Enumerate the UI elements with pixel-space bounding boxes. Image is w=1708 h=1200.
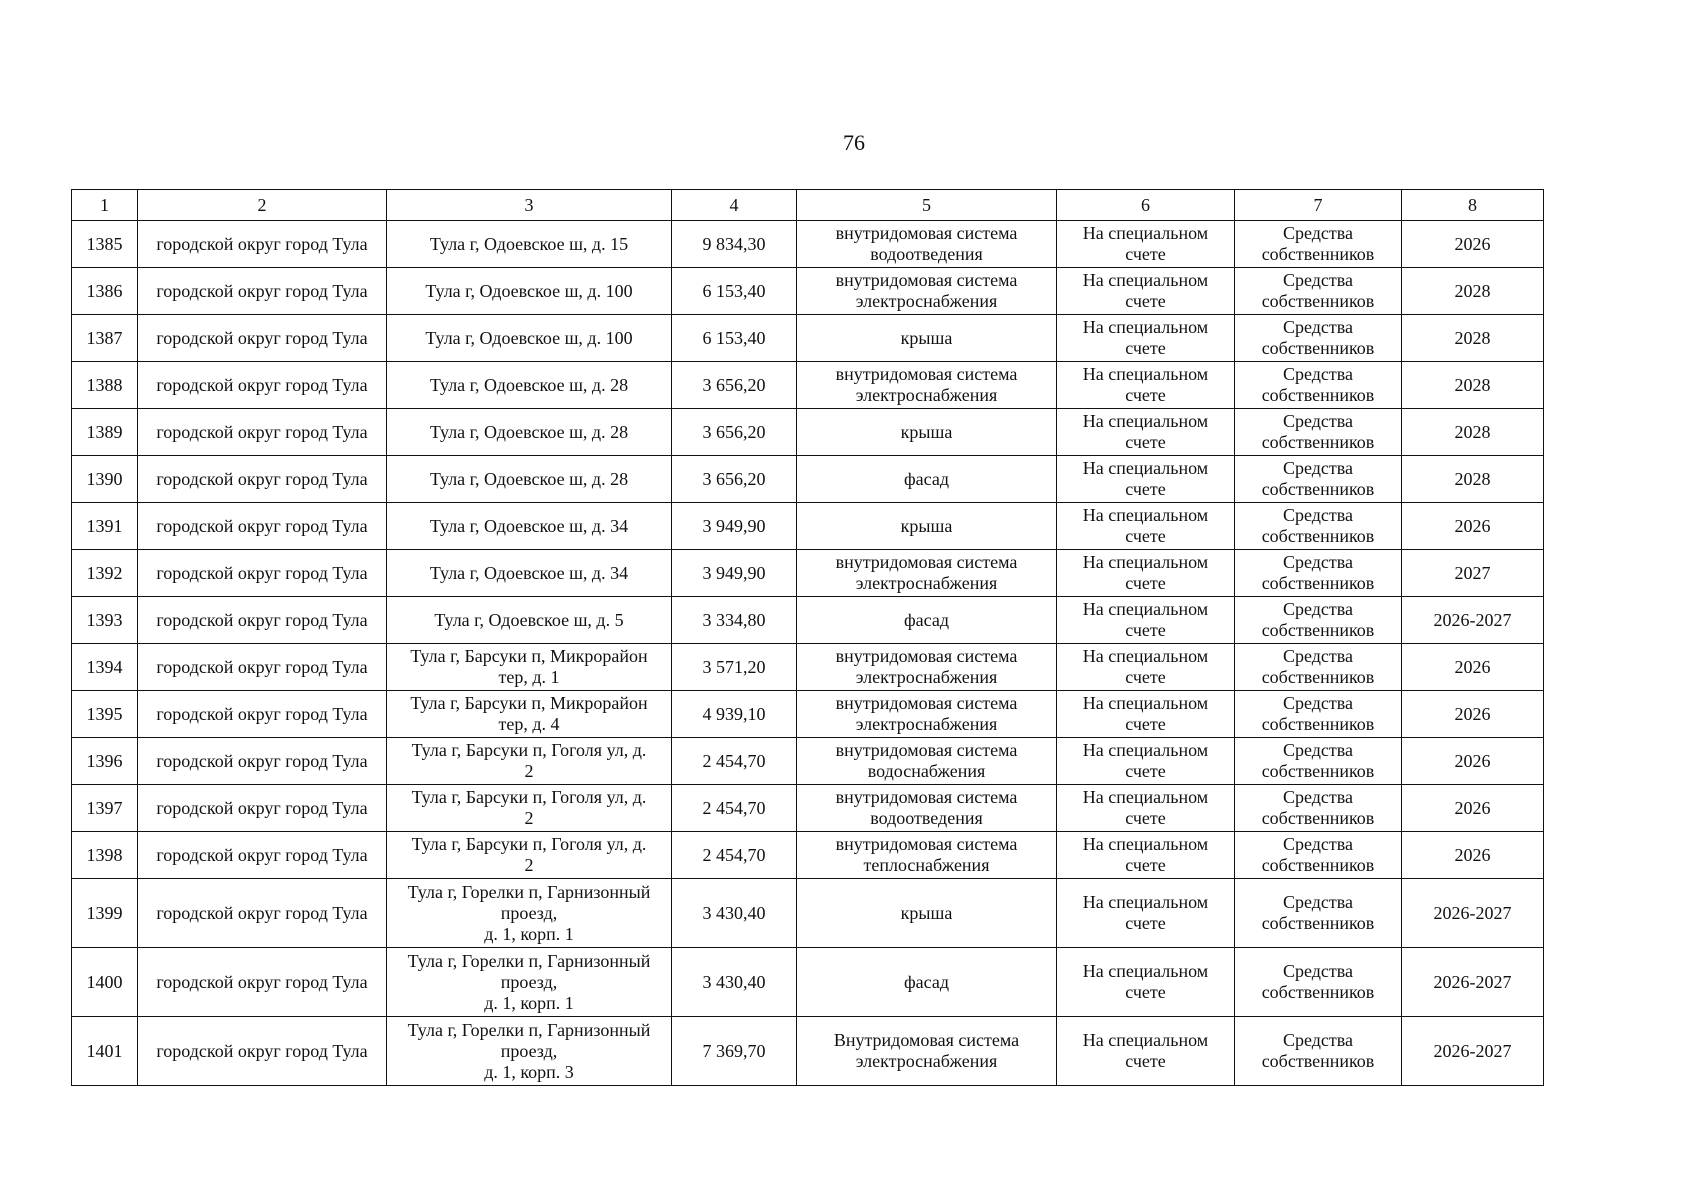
table-row: [72, 503, 1544, 550]
cell-funding-source: [1235, 1017, 1402, 1086]
cell-work-type-line: электроснабжения: [855, 291, 998, 311]
cell-address-line: Тула г, Одоевское ш, д. 5: [434, 609, 624, 630]
cell-account-line: На специальном: [1082, 787, 1209, 807]
cell-funding-source-line: Средства: [1282, 505, 1354, 525]
cell-account-line: На специальном: [1082, 505, 1209, 525]
cell-area: 3 430,40: [672, 879, 797, 948]
column-header: 3: [387, 190, 672, 221]
cell-work-type-line: внутридомовая система: [835, 787, 1018, 807]
cell-work-type-line: внутридомовая система: [835, 552, 1018, 572]
cell-work-type-line: фасад: [903, 971, 949, 992]
page-number: 76: [843, 130, 865, 155]
cell-address: [387, 738, 672, 785]
cell-account: [1057, 597, 1235, 644]
table-body: [72, 221, 1544, 1086]
cell-work-type: [797, 456, 1057, 503]
cell-address: [387, 550, 672, 597]
cell-area: 3 949,90: [672, 550, 797, 597]
cell-area: 9 834,30: [672, 221, 797, 268]
cell-years: 2028: [1402, 456, 1544, 503]
cell-work-type: [797, 268, 1057, 315]
cell-address-line: 2: [524, 808, 534, 828]
table-row: [72, 362, 1544, 409]
cell-address-line: 2: [524, 761, 534, 781]
cell-years: 2026-2027: [1402, 948, 1544, 1017]
cell-funding-source: [1235, 221, 1402, 268]
cell-account-line: счете: [1125, 338, 1166, 358]
cell-funding-source-line: Средства: [1282, 787, 1354, 807]
cell-address-line: Тула г, Барсуки п, Гоголя ул, д.: [411, 834, 647, 854]
cell-account: [1057, 362, 1235, 409]
cell-funding-source-line: собственников: [1261, 761, 1375, 781]
cell-work-type: [797, 409, 1057, 456]
cell-account: [1057, 691, 1235, 738]
cell-account-line: счете: [1125, 714, 1166, 734]
column-header: 5: [797, 190, 1057, 221]
cell-work-type-line: фасад: [903, 609, 949, 630]
cell-funding-source: [1235, 550, 1402, 597]
cell-funding-source-line: Средства: [1282, 223, 1354, 243]
cell-area: 3 571,20: [672, 644, 797, 691]
cell-area: 6 153,40: [672, 268, 797, 315]
cell-number: 1394: [72, 644, 138, 691]
cell-address-line: Тула г, Одоевское ш, д. 34: [429, 515, 629, 536]
cell-account-line: На специальном: [1082, 317, 1209, 337]
cell-account-line: счете: [1125, 1051, 1166, 1071]
cell-work-type-line: водоотведения: [870, 244, 983, 264]
cell-number: 1399: [72, 879, 138, 948]
cell-years: 2028: [1402, 268, 1544, 315]
cell-years: 2026: [1402, 503, 1544, 550]
cell-address: [387, 948, 672, 1017]
cell-area: 6 153,40: [672, 315, 797, 362]
cell-address-line: проезд,: [500, 1040, 558, 1061]
cell-work-type-line: крыша: [900, 421, 953, 442]
cell-area: 3 656,20: [672, 409, 797, 456]
table-row: [72, 738, 1544, 785]
cell-account-line: На специальном: [1082, 270, 1209, 290]
table-row: [72, 1017, 1544, 1086]
cell-funding-source-line: собственников: [1261, 714, 1375, 734]
table-row: [72, 644, 1544, 691]
cell-address-line: Тула г, Одоевское ш, д. 15: [429, 233, 629, 254]
cell-area: 2 454,70: [672, 785, 797, 832]
cell-years: 2028: [1402, 362, 1544, 409]
cell-funding-source-line: собственников: [1261, 432, 1375, 452]
cell-municipality: городской округ город Тула: [138, 456, 387, 503]
cell-funding-source-line: Средства: [1282, 740, 1354, 760]
cell-address: [387, 785, 672, 832]
cell-account-line: На специальном: [1082, 458, 1209, 478]
cell-address-line: 2: [524, 855, 534, 875]
cell-address-line: Тула г, Одоевское ш, д. 28: [429, 468, 629, 489]
cell-account: [1057, 879, 1235, 948]
cell-address-line: д. 1, корп. 3: [484, 1061, 574, 1082]
cell-work-type-line: внутридомовая система: [835, 223, 1018, 243]
cell-address-line: Тула г, Одоевское ш, д. 100: [425, 280, 633, 301]
cell-address: [387, 362, 672, 409]
cell-account: [1057, 644, 1235, 691]
cell-number: 1398: [72, 832, 138, 879]
cell-municipality: городской округ город Тула: [138, 738, 387, 785]
cell-work-type-line: внутридомовая система: [835, 740, 1018, 760]
cell-funding-source: [1235, 691, 1402, 738]
cell-funding-source: [1235, 315, 1402, 362]
cell-address-line: Тула г, Барсуки п, Гоголя ул, д.: [411, 787, 647, 807]
cell-number: 1396: [72, 738, 138, 785]
cell-years: 2026: [1402, 644, 1544, 691]
cell-account-line: На специальном: [1082, 693, 1209, 713]
cell-funding-source-line: собственников: [1261, 526, 1375, 546]
cell-municipality: городской округ город Тула: [138, 362, 387, 409]
cell-account-line: счете: [1125, 526, 1166, 546]
cell-address: [387, 221, 672, 268]
cell-funding-source-line: Средства: [1282, 317, 1354, 337]
table-row: [72, 221, 1544, 268]
cell-funding-source-line: Средства: [1282, 892, 1354, 912]
cell-work-type-line: Внутридомовая система: [833, 1030, 1020, 1050]
table-row: [72, 315, 1544, 362]
cell-work-type-line: электроснабжения: [855, 573, 998, 593]
cell-account: [1057, 221, 1235, 268]
cell-address-line: Тула г, Горелки п, Гарнизонный: [407, 881, 651, 902]
cell-area: 3 949,90: [672, 503, 797, 550]
cell-number: 1387: [72, 315, 138, 362]
table-row: [72, 456, 1544, 503]
cell-account-line: На специальном: [1082, 1030, 1209, 1050]
cell-account-line: счете: [1125, 667, 1166, 687]
cell-years: 2026: [1402, 832, 1544, 879]
cell-municipality: городской округ город Тула: [138, 832, 387, 879]
cell-account-line: На специальном: [1082, 961, 1209, 981]
cell-area: 3 656,20: [672, 456, 797, 503]
cell-address: [387, 597, 672, 644]
cell-funding-source-line: собственников: [1261, 667, 1375, 687]
cell-funding-source-line: Средства: [1282, 961, 1354, 981]
cell-years: 2026: [1402, 221, 1544, 268]
cell-number: 1388: [72, 362, 138, 409]
table-row: [72, 879, 1544, 948]
cell-account-line: На специальном: [1082, 223, 1209, 243]
cell-municipality: городской округ город Тула: [138, 597, 387, 644]
cell-area: 7 369,70: [672, 1017, 797, 1086]
cell-address-line: тер, д. 1: [498, 667, 560, 687]
cell-address-line: тер, д. 4: [498, 714, 560, 734]
cell-account: [1057, 948, 1235, 1017]
cell-address: [387, 503, 672, 550]
cell-funding-source-line: собственников: [1261, 244, 1375, 264]
cell-work-type-line: внутридомовая система: [835, 270, 1018, 290]
cell-municipality: городской округ город Тула: [138, 315, 387, 362]
cell-funding-source-line: собственников: [1261, 808, 1375, 828]
cell-address-line: Тула г, Одоевское ш, д. 28: [429, 421, 629, 442]
cell-years: 2026-2027: [1402, 1017, 1544, 1086]
cell-municipality: городской округ город Тула: [138, 879, 387, 948]
cell-number: 1395: [72, 691, 138, 738]
column-header: 8: [1402, 190, 1544, 221]
cell-funding-source: [1235, 832, 1402, 879]
cell-funding-source-line: Средства: [1282, 411, 1354, 431]
table-row: [72, 597, 1544, 644]
cell-years: 2026-2027: [1402, 597, 1544, 644]
cell-funding-source-line: собственников: [1261, 620, 1375, 640]
cell-number: 1397: [72, 785, 138, 832]
cell-funding-source-line: Средства: [1282, 552, 1354, 572]
cell-municipality: городской округ город Тула: [138, 409, 387, 456]
cell-municipality: городской округ город Тула: [138, 1017, 387, 1086]
cell-area: 2 454,70: [672, 738, 797, 785]
cell-address-line: д. 1, корп. 1: [484, 992, 574, 1013]
column-header: 6: [1057, 190, 1235, 221]
cell-funding-source-line: Средства: [1282, 1030, 1354, 1050]
cell-municipality: городской округ город Тула: [138, 503, 387, 550]
cell-area: 4 939,10: [672, 691, 797, 738]
cell-work-type-line: водоотведения: [870, 808, 983, 828]
cell-funding-source: [1235, 879, 1402, 948]
cell-work-type-line: фасад: [903, 468, 949, 489]
cell-account-line: На специальном: [1082, 552, 1209, 572]
cell-work-type: [797, 738, 1057, 785]
repair-program-table: [71, 189, 1544, 1086]
cell-work-type: [797, 785, 1057, 832]
cell-work-type: [797, 691, 1057, 738]
cell-account: [1057, 738, 1235, 785]
cell-years: 2026-2027: [1402, 879, 1544, 948]
table-row: [72, 785, 1544, 832]
cell-work-type: [797, 879, 1057, 948]
cell-years: 2027: [1402, 550, 1544, 597]
cell-funding-source-line: Средства: [1282, 693, 1354, 713]
cell-address-line: Тула г, Одоевское ш, д. 100: [425, 327, 633, 348]
cell-area: 3 334,80: [672, 597, 797, 644]
cell-area: 3 430,40: [672, 948, 797, 1017]
cell-funding-source-line: Средства: [1282, 364, 1354, 384]
cell-address: [387, 268, 672, 315]
column-header: 4: [672, 190, 797, 221]
cell-address-line: Тула г, Горелки п, Гарнизонный: [407, 1019, 651, 1040]
cell-number: 1390: [72, 456, 138, 503]
cell-address-line: проезд,: [500, 902, 558, 923]
cell-years: 2028: [1402, 315, 1544, 362]
cell-years: 2026: [1402, 785, 1544, 832]
cell-account-line: На специальном: [1082, 364, 1209, 384]
table-row: [72, 832, 1544, 879]
cell-funding-source-line: Средства: [1282, 599, 1354, 619]
cell-account-line: счете: [1125, 291, 1166, 311]
table-row: [72, 268, 1544, 315]
cell-municipality: городской округ город Тула: [138, 691, 387, 738]
cell-work-type-line: внутридомовая система: [835, 364, 1018, 384]
cell-funding-source-line: собственников: [1261, 479, 1375, 499]
cell-account-line: счете: [1125, 913, 1166, 933]
cell-account-line: счете: [1125, 244, 1166, 264]
cell-number: 1400: [72, 948, 138, 1017]
cell-number: 1385: [72, 221, 138, 268]
cell-address-line: д. 1, корп. 1: [484, 923, 574, 944]
cell-account-line: счете: [1125, 385, 1166, 405]
cell-funding-source-line: собственников: [1261, 291, 1375, 311]
cell-funding-source-line: собственников: [1261, 855, 1375, 875]
cell-account-line: На специальном: [1082, 599, 1209, 619]
cell-work-type-line: внутридомовая система: [835, 834, 1018, 854]
cell-address: [387, 456, 672, 503]
cell-work-type: [797, 1017, 1057, 1086]
cell-funding-source: [1235, 785, 1402, 832]
cell-funding-source: [1235, 268, 1402, 315]
cell-account-line: На специальном: [1082, 834, 1209, 854]
cell-account-line: счете: [1125, 761, 1166, 781]
cell-address: [387, 409, 672, 456]
cell-account-line: счете: [1125, 808, 1166, 828]
cell-work-type: [797, 948, 1057, 1017]
cell-address-line: Тула г, Одоевское ш, д. 28: [429, 374, 629, 395]
cell-funding-source-line: Средства: [1282, 458, 1354, 478]
cell-address: [387, 691, 672, 738]
cell-account: [1057, 409, 1235, 456]
cell-work-type-line: электроснабжения: [855, 1051, 998, 1071]
cell-funding-source: [1235, 948, 1402, 1017]
cell-funding-source-line: собственников: [1261, 1051, 1375, 1071]
cell-municipality: городской округ город Тула: [138, 948, 387, 1017]
cell-address-line: Тула г, Барсуки п, Микрорайон: [410, 646, 648, 666]
cell-number: 1389: [72, 409, 138, 456]
cell-funding-source-line: собственников: [1261, 573, 1375, 593]
cell-funding-source: [1235, 597, 1402, 644]
cell-account-line: счете: [1125, 620, 1166, 640]
cell-account: [1057, 550, 1235, 597]
cell-number: 1391: [72, 503, 138, 550]
cell-work-type-line: водоснабжения: [867, 761, 986, 781]
cell-account: [1057, 1017, 1235, 1086]
cell-years: 2026: [1402, 691, 1544, 738]
cell-address: [387, 1017, 672, 1086]
cell-work-type: [797, 832, 1057, 879]
cell-work-type-line: электроснабжения: [855, 385, 998, 405]
cell-address-line: Тула г, Барсуки п, Гоголя ул, д.: [411, 740, 647, 760]
table-row: [72, 550, 1544, 597]
cell-funding-source: [1235, 456, 1402, 503]
cell-work-type-line: крыша: [900, 902, 953, 923]
cell-address-line: Тула г, Горелки п, Гарнизонный: [407, 950, 651, 971]
cell-work-type-line: крыша: [900, 327, 953, 348]
cell-years: 2028: [1402, 409, 1544, 456]
cell-account-line: счете: [1125, 855, 1166, 875]
cell-work-type: [797, 362, 1057, 409]
cell-municipality: городской округ город Тула: [138, 785, 387, 832]
cell-funding-source-line: Средства: [1282, 270, 1354, 290]
cell-work-type-line: электроснабжения: [855, 667, 998, 687]
cell-work-type: [797, 550, 1057, 597]
cell-funding-source-line: собственников: [1261, 385, 1375, 405]
cell-funding-source-line: Средства: [1282, 646, 1354, 666]
cell-account-line: счете: [1125, 573, 1166, 593]
cell-funding-source: [1235, 503, 1402, 550]
cell-account-line: счете: [1125, 432, 1166, 452]
cell-years: 2026: [1402, 738, 1544, 785]
cell-funding-source-line: собственников: [1261, 982, 1375, 1002]
cell-municipality: городской округ город Тула: [138, 221, 387, 268]
cell-account: [1057, 503, 1235, 550]
cell-account-line: На специальном: [1082, 740, 1209, 760]
table-row: [72, 948, 1544, 1017]
cell-account-line: На специальном: [1082, 646, 1209, 666]
cell-work-type: [797, 221, 1057, 268]
cell-work-type: [797, 315, 1057, 362]
column-header: 7: [1235, 190, 1402, 221]
cell-funding-source-line: собственников: [1261, 913, 1375, 933]
cell-address: [387, 315, 672, 362]
cell-number: 1401: [72, 1017, 138, 1086]
cell-funding-source-line: Средства: [1282, 834, 1354, 854]
cell-work-type-line: внутридомовая система: [835, 693, 1018, 713]
cell-funding-source: [1235, 644, 1402, 691]
cell-address-line: проезд,: [500, 971, 558, 992]
cell-address: [387, 644, 672, 691]
cell-area: 2 454,70: [672, 832, 797, 879]
cell-account: [1057, 785, 1235, 832]
table-row: [72, 409, 1544, 456]
cell-work-type-line: внутридомовая система: [835, 646, 1018, 666]
cell-funding-source-line: собственников: [1261, 338, 1375, 358]
cell-area: 3 656,20: [672, 362, 797, 409]
cell-account: [1057, 832, 1235, 879]
cell-number: 1393: [72, 597, 138, 644]
cell-account-line: На специальном: [1082, 411, 1209, 431]
cell-account-line: счете: [1125, 479, 1166, 499]
cell-funding-source: [1235, 738, 1402, 785]
cell-address-line: Тула г, Одоевское ш, д. 34: [429, 562, 629, 583]
column-header: 2: [138, 190, 387, 221]
cell-account-line: счете: [1125, 982, 1166, 1002]
cell-work-type-line: теплоснабжения: [863, 855, 990, 875]
cell-number: 1386: [72, 268, 138, 315]
cell-account-line: На специальном: [1082, 892, 1209, 912]
column-header: 1: [72, 190, 138, 221]
cell-address: [387, 879, 672, 948]
cell-municipality: городской округ город Тула: [138, 644, 387, 691]
table-row: [72, 691, 1544, 738]
cell-account: [1057, 315, 1235, 362]
cell-work-type-line: крыша: [900, 515, 953, 536]
cell-work-type: [797, 503, 1057, 550]
cell-account: [1057, 456, 1235, 503]
cell-work-type: [797, 644, 1057, 691]
cell-number: 1392: [72, 550, 138, 597]
cell-work-type: [797, 597, 1057, 644]
cell-municipality: городской округ город Тула: [138, 550, 387, 597]
cell-work-type-line: электроснабжения: [855, 714, 998, 734]
cell-municipality: городской округ город Тула: [138, 268, 387, 315]
cell-account: [1057, 268, 1235, 315]
cell-funding-source: [1235, 362, 1402, 409]
cell-address: [387, 832, 672, 879]
cell-address-line: Тула г, Барсуки п, Микрорайон: [410, 693, 648, 713]
cell-funding-source: [1235, 409, 1402, 456]
header-row: [72, 190, 1544, 221]
